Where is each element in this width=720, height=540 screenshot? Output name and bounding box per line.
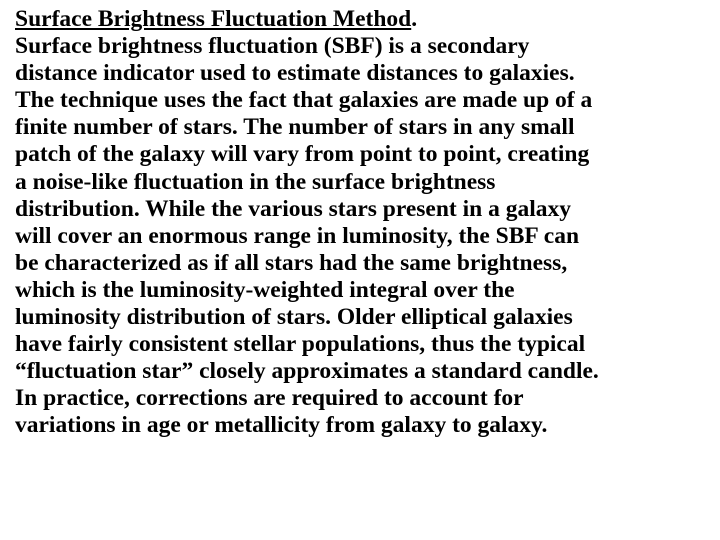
body-line: finite number of stars. The number of stars in any small xyxy=(15,114,575,141)
page-title: Surface Brightness Fluctuation Method xyxy=(15,6,412,32)
body-line: which is the luminosity-weighted integral over the xyxy=(15,276,515,303)
body-line: a noise-like fluctuation in the surface brightness xyxy=(15,168,496,195)
body-line: will cover an enormous range in luminosity, the SBF can xyxy=(15,222,580,249)
body-line: Surface brightness fluctuation (SBF) is a secondary xyxy=(15,33,530,60)
title-line xyxy=(15,6,715,33)
body-line: be characterized as if all stars had the same brightness, xyxy=(15,249,568,276)
body-line: luminosity distribution of stars. Older elliptical galaxies xyxy=(15,304,573,331)
title-period: . xyxy=(411,6,418,32)
body-line: distribution. While the various stars present in a galaxy xyxy=(15,195,572,222)
body-line: “fluctuation star” closely approximates a standard candle. xyxy=(15,358,599,385)
body-line: distance indicator used to estimate distances to galaxies. xyxy=(15,60,575,87)
body-paragraph xyxy=(15,33,715,439)
body-line: The technique uses the fact that galaxies are made up of a xyxy=(15,87,593,114)
slide-content xyxy=(15,6,715,440)
body-line: patch of the galaxy will vary from point to point, creating xyxy=(15,141,590,168)
body-line: variations in age or metallicity from galaxy to galaxy. xyxy=(15,412,548,439)
body-line: In practice, corrections are required to account for xyxy=(15,385,524,412)
body-line: have fairly consistent stellar populations, thus the typical xyxy=(15,331,586,358)
